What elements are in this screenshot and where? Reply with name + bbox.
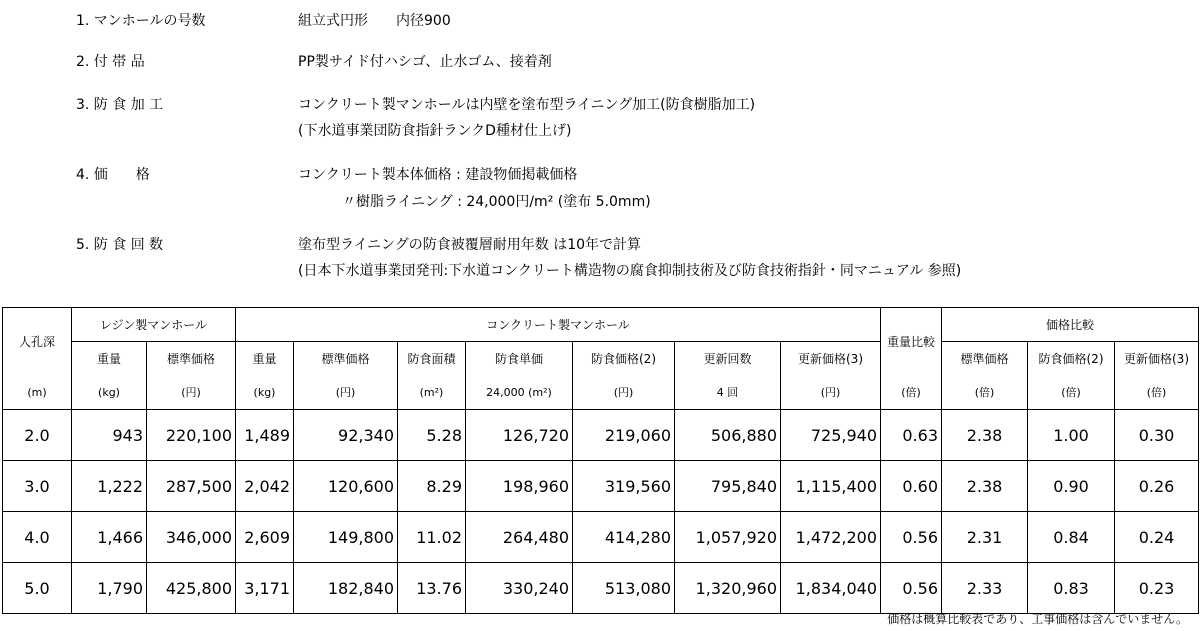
table-row [3,410,1199,461]
subheader-resin-weight: 重量 [72,342,147,376]
subheader-std-ratio: 標準価格 [942,342,1028,376]
cell-resin-price: 220,100 [147,410,236,461]
cell-renew-count: 506,880 [675,410,781,461]
table-row [3,461,1199,512]
cell-area: 13.76 [398,563,466,614]
cell-weight-ratio: 0.60 [881,461,942,512]
unit-std-ratio: (倍) [942,376,1028,410]
cell-corr-ratio: 1.00 [1028,410,1115,461]
cell-conc-price: 120,600 [294,461,398,512]
cell-unit-price: 264,480 [466,512,573,563]
cell-resin-weight: 1,466 [72,512,147,563]
table-units-row [3,376,1199,410]
subheader-conc-price: 標準価格 [294,342,398,376]
subheader-resin-price: 標準価格 [147,342,236,376]
subheader-unit-price: 防食単価 [466,342,573,376]
cell-renew-ratio: 0.26 [1115,461,1199,512]
spec-label-2: 2. 付 帯 品 [76,54,145,70]
header-price-ratio: 価格比較 [942,308,1199,342]
cell-resin-weight: 943 [72,410,147,461]
cell-weight-ratio: 0.63 [881,410,942,461]
header-weight-ratio: 重量比較 [881,308,942,376]
spec-label-5: 5. 防 食 回 数 [76,237,164,253]
cell-std-ratio: 2.38 [942,410,1028,461]
cell-area: 5.28 [398,410,466,461]
cell-depth: 3.0 [3,461,72,512]
unit-corr-price: (円) [573,376,675,410]
unit-unit-price: 24,000 (m²) [466,376,573,410]
footnote: 価格は概算比較表であり、工事価格は含んでいません。 [887,612,1188,626]
subheader-area: 防食面積 [398,342,466,376]
table-header-group-row [3,308,1199,342]
cell-renew-count: 1,320,960 [675,563,781,614]
cell-conc-weight: 2,042 [236,461,294,512]
cell-unit-price: 126,720 [466,410,573,461]
table-subheader-row [3,342,1199,376]
spec-sub-5: (日本下水道事業団発刊:下水道コンクリート構造物の腐食抑制技術及び防食技術指針・同マニュアル 参照) [298,263,962,279]
spec-label-4: 4. 価 格 [76,167,150,183]
unit-renew-count: 4 回 [675,376,781,410]
cell-std-ratio: 2.38 [942,461,1028,512]
cell-corr-ratio: 0.90 [1028,461,1115,512]
cell-conc-price: 92,340 [294,410,398,461]
cell-resin-price: 287,500 [147,461,236,512]
cell-resin-price: 425,800 [147,563,236,614]
spec-label-1: 1. マンホールの号数 [76,13,206,29]
cell-corr-price: 414,280 [573,512,675,563]
subheader-corr-ratio: 防食価格(2) [1028,342,1115,376]
cell-conc-weight: 3,171 [236,563,294,614]
cell-weight-ratio: 0.56 [881,512,942,563]
cell-std-ratio: 2.31 [942,512,1028,563]
cell-resin-weight: 1,222 [72,461,147,512]
unit-area: (m²) [398,376,466,410]
cell-depth: 4.0 [3,512,72,563]
cell-renew-ratio: 0.24 [1115,512,1199,563]
cell-corr-price: 319,560 [573,461,675,512]
header-concrete: コンクリート製マンホール [236,308,881,342]
cell-unit-price: 330,240 [466,563,573,614]
unit-renew-ratio: (倍) [1115,376,1199,410]
cell-depth: 5.0 [3,563,72,614]
cell-renew-ratio: 0.30 [1115,410,1199,461]
table-row [3,512,1199,563]
cell-conc-price: 149,800 [294,512,398,563]
cell-resin-price: 346,000 [147,512,236,563]
spec-value-3: コンクリート製マンホールは内壁を塗布型ライニング加工(防食樹脂加工) [298,97,756,113]
spec-sub-4: 〃樹脂ライニング : 24,000円/m² (塗布 5.0mm) [342,194,651,210]
cell-conc-weight: 2,609 [236,512,294,563]
spec-value-2: PP製サイド付ハシゴ、止水ゴム、接着剤 [298,54,552,70]
comparison-table [2,307,1199,614]
header-resin: レジン製マンホール [72,308,236,342]
unit-resin-price: (円) [147,376,236,410]
unit-depth: (m) [3,376,72,410]
cell-std-ratio: 2.33 [942,563,1028,614]
cell-corr-ratio: 0.83 [1028,563,1115,614]
cell-resin-weight: 1,790 [72,563,147,614]
cell-conc-price: 182,840 [294,563,398,614]
cell-renew-count: 795,840 [675,461,781,512]
subheader-renew-count: 更新回数 [675,342,781,376]
unit-conc-price: (円) [294,376,398,410]
unit-renew-price: (円) [781,376,881,410]
cell-renew-ratio: 0.23 [1115,563,1199,614]
cell-area: 8.29 [398,461,466,512]
cell-renew-price: 1,115,400 [781,461,881,512]
unit-corr-ratio: (倍) [1028,376,1115,410]
cell-weight-ratio: 0.56 [881,563,942,614]
spec-label-3: 3. 防 食 加 工 [76,97,164,113]
cell-depth: 2.0 [3,410,72,461]
cell-corr-ratio: 0.84 [1028,512,1115,563]
unit-conc-weight: (kg) [236,376,294,410]
cell-conc-weight: 1,489 [236,410,294,461]
cell-unit-price: 198,960 [466,461,573,512]
spec-value-4: コンクリート製本体価格 : 建設物価掲載価格 [298,167,578,183]
subheader-renew-ratio: 更新価格(3) [1115,342,1199,376]
cell-area: 11.02 [398,512,466,563]
spec-sub-3: (下水道事業団防食指針ランクD種材仕上げ) [298,123,572,139]
table-row [3,563,1199,614]
cell-corr-price: 219,060 [573,410,675,461]
unit-weight-ratio: (倍) [881,376,942,410]
unit-resin-weight: (kg) [72,376,147,410]
spec-value-5: 塗布型ライニングの防食被覆層耐用年数 は10年で計算 [298,237,642,253]
header-depth: 人孔深 [3,308,72,376]
subheader-renew-price: 更新価格(3) [781,342,881,376]
cell-renew-price: 725,940 [781,410,881,461]
cell-renew-price: 1,834,040 [781,563,881,614]
cell-corr-price: 513,080 [573,563,675,614]
spec-value-1: 組立式円形 内径900 [298,13,451,29]
subheader-conc-weight: 重量 [236,342,294,376]
cell-renew-price: 1,472,200 [781,512,881,563]
subheader-corr-price: 防食価格(2) [573,342,675,376]
cell-renew-count: 1,057,920 [675,512,781,563]
